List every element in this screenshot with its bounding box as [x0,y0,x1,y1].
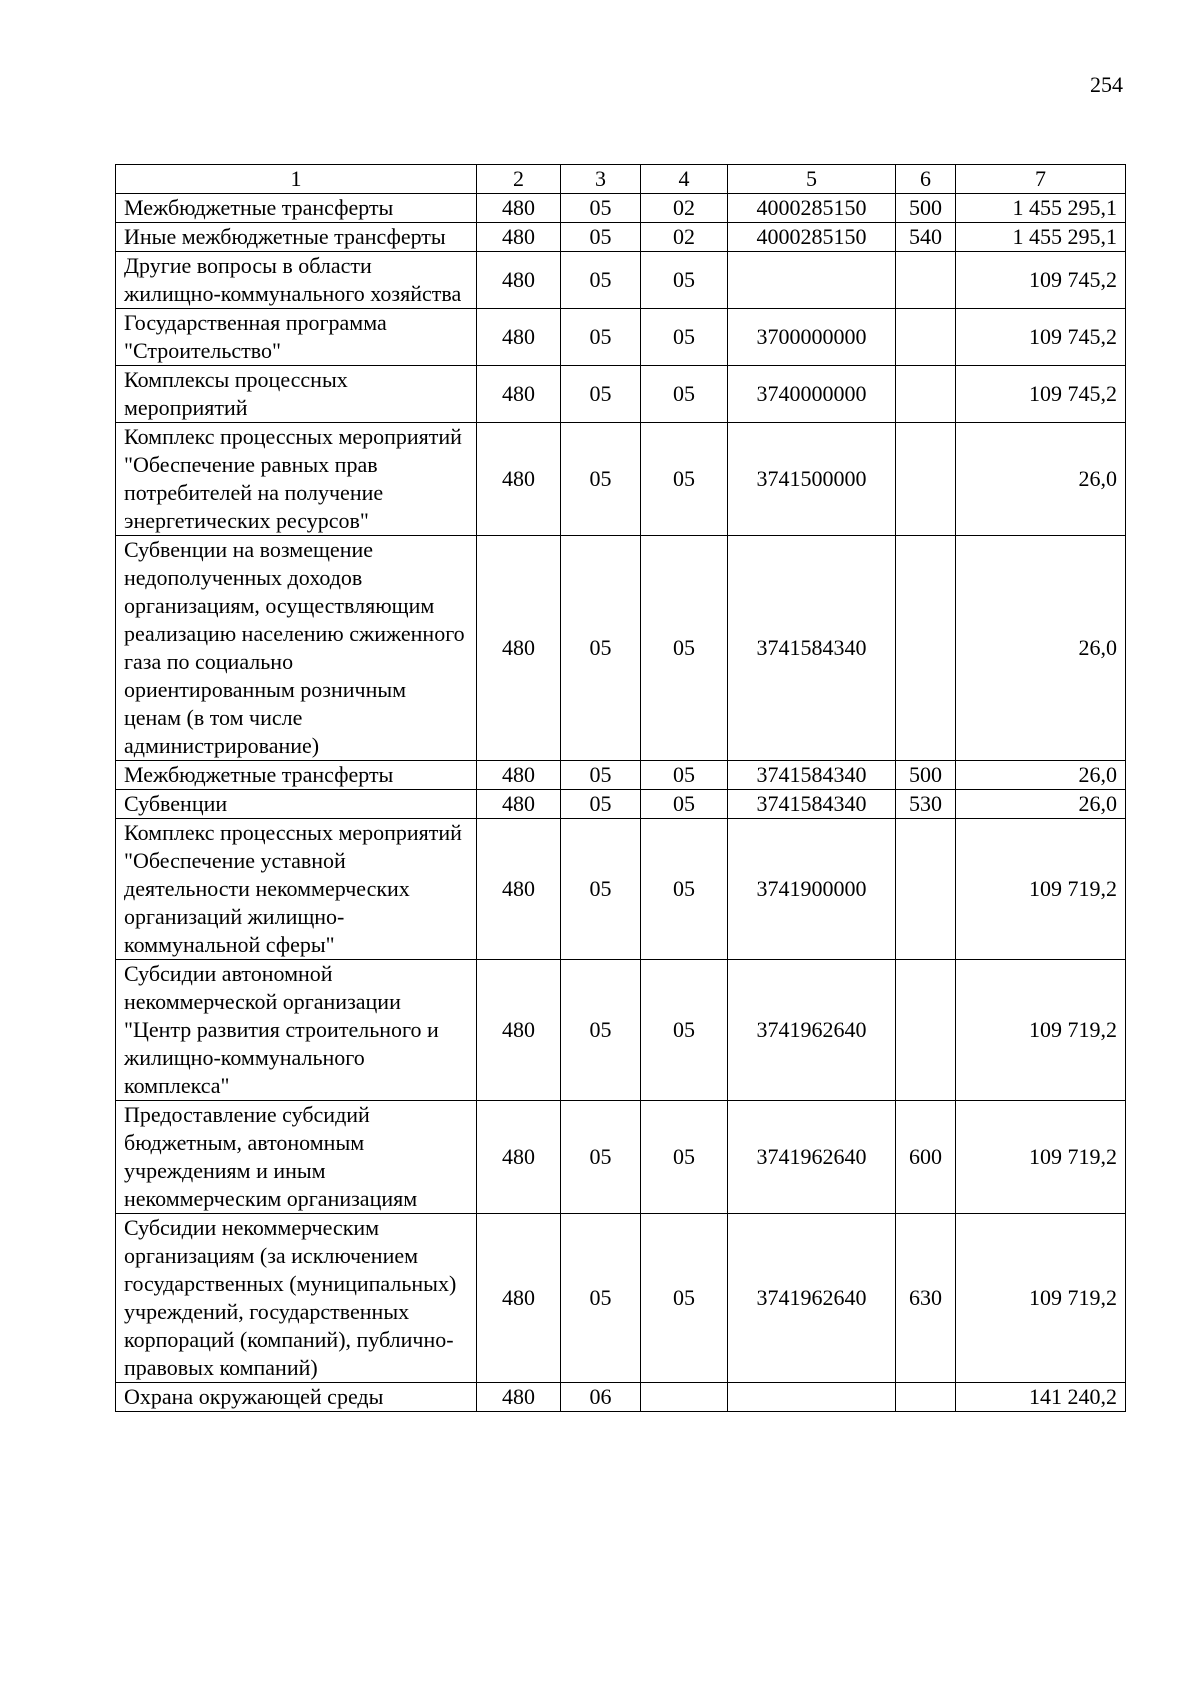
expense-type-cell [896,819,956,960]
column-header: 3 [561,165,641,194]
subsection-cell: 05 [641,366,728,423]
section-cell: 05 [561,819,641,960]
section-cell: 05 [561,761,641,790]
table-row [116,536,1126,761]
expense-type-cell [896,252,956,309]
code-admin-cell: 480 [477,960,561,1101]
row-name-cell: Межбюджетные трансферты [116,761,477,790]
section-cell: 05 [561,309,641,366]
amount-cell: 109 719,2 [956,960,1126,1101]
table-row [116,223,1126,252]
expense-type-cell [896,536,956,761]
amount-cell: 141 240,2 [956,1383,1126,1412]
section-cell: 05 [561,1101,641,1214]
row-name-cell: Субсидии некоммерческим организациям (за исключением государственных (муниципальных) учреждений, государственных корпораций (компаний), публично-правовых компаний) [116,1214,477,1383]
section-cell: 05 [561,366,641,423]
target-article-cell: 3741962640 [728,1101,896,1214]
expense-type-cell [896,366,956,423]
section-cell: 05 [561,960,641,1101]
target-article-cell: 3741962640 [728,960,896,1101]
table-row [116,1101,1126,1214]
target-article-cell: 3741584340 [728,536,896,761]
expense-type-cell [896,960,956,1101]
row-name-cell: Предоставление субсидий бюджетным, автономным учреждениям и иным некоммерческим организациям [116,1101,477,1214]
row-name-cell: Охрана окружающей среды [116,1383,477,1412]
amount-cell: 1 455 295,1 [956,194,1126,223]
row-name-cell: Другие вопросы в области жилищно-коммунального хозяйства [116,252,477,309]
code-admin-cell: 480 [477,761,561,790]
table-body [116,194,1126,1412]
expense-type-cell [896,1383,956,1412]
table-row [116,252,1126,309]
section-cell: 05 [561,790,641,819]
amount-cell: 109 745,2 [956,366,1126,423]
section-cell: 05 [561,223,641,252]
subsection-cell: 02 [641,194,728,223]
code-admin-cell: 480 [477,1101,561,1214]
column-header: 2 [477,165,561,194]
table-row [116,819,1126,960]
target-article-cell: 3700000000 [728,309,896,366]
table-row [116,423,1126,536]
budget-table [115,164,1126,1412]
section-cell: 05 [561,252,641,309]
section-cell: 05 [561,536,641,761]
row-name-cell: Субсидии автономной некоммерческой организации "Центр развития строительного и жилищно-коммунального комплекса" [116,960,477,1101]
target-article-cell: 4000285150 [728,223,896,252]
code-admin-cell: 480 [477,309,561,366]
amount-cell: 109 719,2 [956,1101,1126,1214]
column-header: 4 [641,165,728,194]
column-header: 6 [896,165,956,194]
target-article-cell: 3741584340 [728,761,896,790]
page-number: 254 [1090,72,1123,97]
table-row [116,194,1126,223]
table-row [116,366,1126,423]
row-name-cell: Субвенции на возмещение недополученных доходов организациям, осуществляющим реализацию населению сжиженного газа по социально ориентированным розничным ценам (в том числе администрирование) [116,536,477,761]
row-name-cell: Иные межбюджетные трансферты [116,223,477,252]
expense-type-cell: 530 [896,790,956,819]
expense-type-cell [896,423,956,536]
row-name-cell: Государственная программа "Строительство" [116,309,477,366]
amount-cell: 109 719,2 [956,1214,1126,1383]
row-name-cell: Комплекс процессных мероприятий "Обеспечение равных прав потребителей на получение энергетических ресурсов" [116,423,477,536]
expense-type-cell: 500 [896,194,956,223]
section-cell: 05 [561,194,641,223]
target-article-cell: 4000285150 [728,194,896,223]
code-admin-cell: 480 [477,423,561,536]
expense-type-cell: 600 [896,1101,956,1214]
subsection-cell: 05 [641,1214,728,1383]
section-cell: 05 [561,1214,641,1383]
code-admin-cell: 480 [477,252,561,309]
subsection-cell: 05 [641,423,728,536]
target-article-cell: 3741900000 [728,819,896,960]
target-article-cell [728,1383,896,1412]
code-admin-cell: 480 [477,194,561,223]
table-row [116,309,1126,366]
subsection-cell: 05 [641,309,728,366]
table-row [116,960,1126,1101]
subsection-cell: 02 [641,223,728,252]
table-row [116,1383,1126,1412]
amount-cell: 26,0 [956,536,1126,761]
subsection-cell: 05 [641,536,728,761]
amount-cell: 109 719,2 [956,819,1126,960]
target-article-cell [728,252,896,309]
section-cell: 05 [561,423,641,536]
amount-cell: 109 745,2 [956,309,1126,366]
amount-cell: 109 745,2 [956,252,1126,309]
code-admin-cell: 480 [477,1214,561,1383]
row-name-cell: Комплексы процессных мероприятий [116,366,477,423]
subsection-cell: 05 [641,819,728,960]
expense-type-cell [896,309,956,366]
table-row [116,761,1126,790]
column-header: 5 [728,165,896,194]
code-admin-cell: 480 [477,1383,561,1412]
row-name-cell: Субвенции [116,790,477,819]
subsection-cell: 05 [641,761,728,790]
expense-type-cell: 540 [896,223,956,252]
amount-cell: 1 455 295,1 [956,223,1126,252]
code-admin-cell: 480 [477,790,561,819]
expense-type-cell: 500 [896,761,956,790]
amount-cell: 26,0 [956,790,1126,819]
amount-cell: 26,0 [956,761,1126,790]
target-article-cell: 3741962640 [728,1214,896,1383]
subsection-cell: 05 [641,960,728,1101]
column-header: 1 [116,165,477,194]
code-admin-cell: 480 [477,366,561,423]
table-row [116,790,1126,819]
code-admin-cell: 480 [477,223,561,252]
subsection-cell [641,1383,728,1412]
target-article-cell: 3741584340 [728,790,896,819]
subsection-cell: 05 [641,790,728,819]
code-admin-cell: 480 [477,536,561,761]
row-name-cell: Комплекс процессных мероприятий "Обеспечение уставной деятельности некоммерческих организаций жилищно-коммунальной сферы" [116,819,477,960]
code-admin-cell: 480 [477,819,561,960]
target-article-cell: 3741500000 [728,423,896,536]
section-cell: 06 [561,1383,641,1412]
table-header-row [116,165,1126,194]
column-header: 7 [956,165,1126,194]
subsection-cell: 05 [641,1101,728,1214]
amount-cell: 26,0 [956,423,1126,536]
row-name-cell: Межбюджетные трансферты [116,194,477,223]
subsection-cell: 05 [641,252,728,309]
target-article-cell: 3740000000 [728,366,896,423]
expense-type-cell: 630 [896,1214,956,1383]
table-row [116,1214,1126,1383]
